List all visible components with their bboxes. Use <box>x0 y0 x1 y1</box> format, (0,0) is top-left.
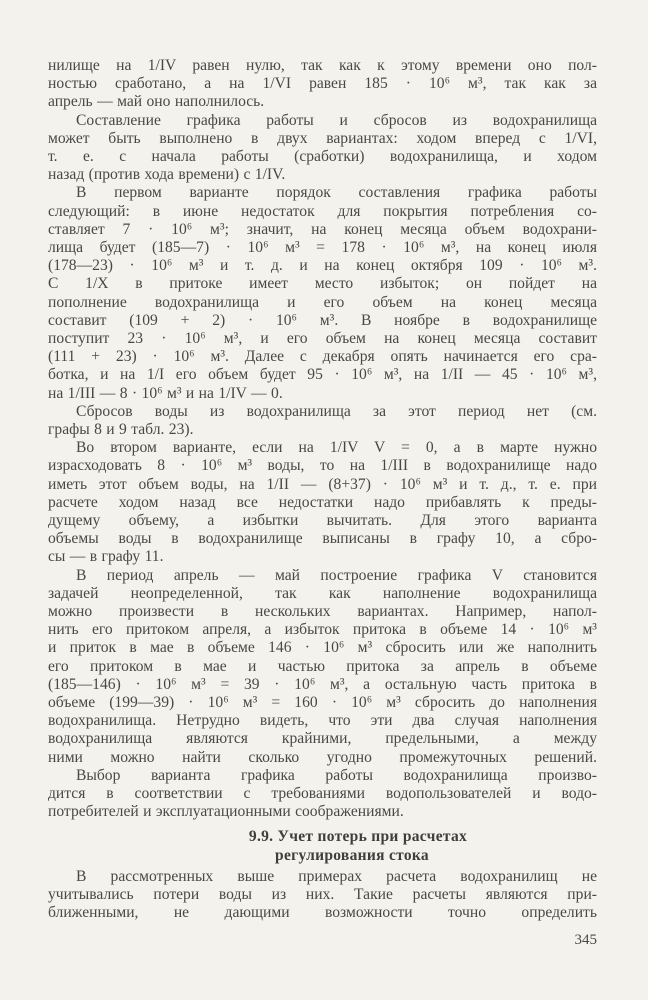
text-line: учитывались потери воды из них. Такие расчеты являются при- <box>48 886 597 903</box>
text-line: дится в соответствии с требованиями водопользователей и водо- <box>48 785 597 802</box>
text-line: (111 + 23) · 10⁶ м³. Далее с декабря опять начинается его сра- <box>48 348 597 366</box>
text-line: израсходовать 8 · 10⁶ м³ воды, то на 1/III в водохранилище надо <box>48 457 597 475</box>
text-line: апрель — май оно наполнилось. <box>48 93 265 111</box>
text-line: ближенными, не дающими возможности точно определить <box>48 904 597 921</box>
text-line: дущему объему, а избытки вычитать. Для этого варианта <box>48 512 597 529</box>
text-line: (185—146) · 10⁶ м³ = 39 · 10⁶ м³, а остальную часть притока в <box>48 675 597 693</box>
text-line: составит (109 + 2) · 10⁶ м³. В ноябре в водохранилище <box>48 311 597 329</box>
text-line: графы 8 и 9 табл. 23). <box>48 421 194 438</box>
text-line: ботка, и на 1/I его объем будет 95 · 10⁶ м³, на 1/II — 45 · 10⁶ м³, <box>48 366 597 384</box>
text-line: объемы воды в водохранилище выписаны в графу 10, а сбро- <box>48 530 597 548</box>
text-line: можно произвести в нескольких вариантах. Например, напол- <box>48 603 597 620</box>
text-line: назад (против хода времени) с 1/IV. <box>48 166 286 184</box>
text-line: сы — в графу 11. <box>48 548 164 566</box>
text-line: иметь этот объем воды, на 1/II — (8+37) · 10⁶ м³ и т. д., т. е. при <box>48 475 597 493</box>
text-line: расчете ходом назад все недостатки надо прибавлять к преды- <box>48 493 597 511</box>
text-line: пополнение водохранилища и его объем на конец месяца <box>48 293 597 311</box>
text-line: С 1/X в притоке имеет место избыток; он пойдет на <box>48 275 597 293</box>
text-line: водохранилища являются крайними, предельными, а между <box>48 730 597 748</box>
text-line: задачей неопределенной, так как наполнение водохранилища <box>48 584 597 602</box>
text-line: его притоком в мае и частью притока за апрель в объеме <box>48 657 597 675</box>
text-line: ностью сработано, а на 1/VI равен 185 · 10⁶ м³, так как за <box>48 75 597 93</box>
text-line: лища будет (185—7) · 10⁶ м³ = 178 · 10⁶ м³, на конец июля <box>48 239 597 256</box>
section-heading-line-1: 9.9. Учет потерь при расчетах <box>248 828 468 845</box>
text-line: Выбор варианта графика работы водохранилища произво- <box>76 766 597 784</box>
text-line: (178—23) · 10⁶ м³ и т. д. и на конец октября 109 · 10⁶ м³. <box>48 257 597 275</box>
text-line: на 1/III — 8 · 10⁶ м³ и на 1/IV — 0. <box>48 384 283 402</box>
text-line: ними можно найти сколько угодно промежуточных решений. <box>48 748 597 766</box>
text-line: нить его притоком апреля, а избыток притока в объеме 14 · 10⁶ м³ <box>48 621 597 639</box>
text-line: Составление графика работы и сбросов из водохранилища <box>76 111 597 129</box>
text-line: может быть выполнено в двух вариантах: ходом вперед с 1/VI, <box>48 129 597 147</box>
text-line: поступит 23 · 10⁶ м³, и его объем на конец месяца составит <box>48 330 597 347</box>
page-number: 345 <box>574 932 597 948</box>
text-line: т. е. с начала работы (сработки) водохранилища, и ходом <box>48 148 597 165</box>
text-line: Сбросов воды из водохранилища за этот период нет (см. <box>76 402 597 420</box>
text-line: объеме (199—39) · 10⁶ м³ = 160 · 10⁶ м³ сбросить до наполнения <box>48 694 597 711</box>
text-line: водохранилища. Нетрудно видеть, что эти два случая наполнения <box>48 712 597 730</box>
text-line: следующий: в июне недостаток для покрытия потребления со- <box>48 202 597 220</box>
text-line: В рассмотренных выше примерах расчета водохранилищ не <box>76 868 597 885</box>
text-line: Во втором варианте, если на 1/IV V = 0, а в марте нужно <box>76 439 597 457</box>
text-line: и приток в мае в объеме 146 · 10⁶ м³ сбросить или же наполнить <box>48 639 597 657</box>
text-line: В период апрель — май построение графика V становится <box>76 566 597 584</box>
text-line: В первом варианте порядок составления графика работы <box>76 184 597 202</box>
text-line: нилище на 1/IV равен нулю, так как к этому времени оно пол- <box>48 57 597 74</box>
text-line: ставляет 7 · 10⁶ м³; значит, на конец месяца объем водохрани- <box>48 220 597 238</box>
text-line: потребителей и эксплуатационными соображениями. <box>48 803 404 821</box>
section-heading-line-2: регулирования стока <box>275 847 429 864</box>
